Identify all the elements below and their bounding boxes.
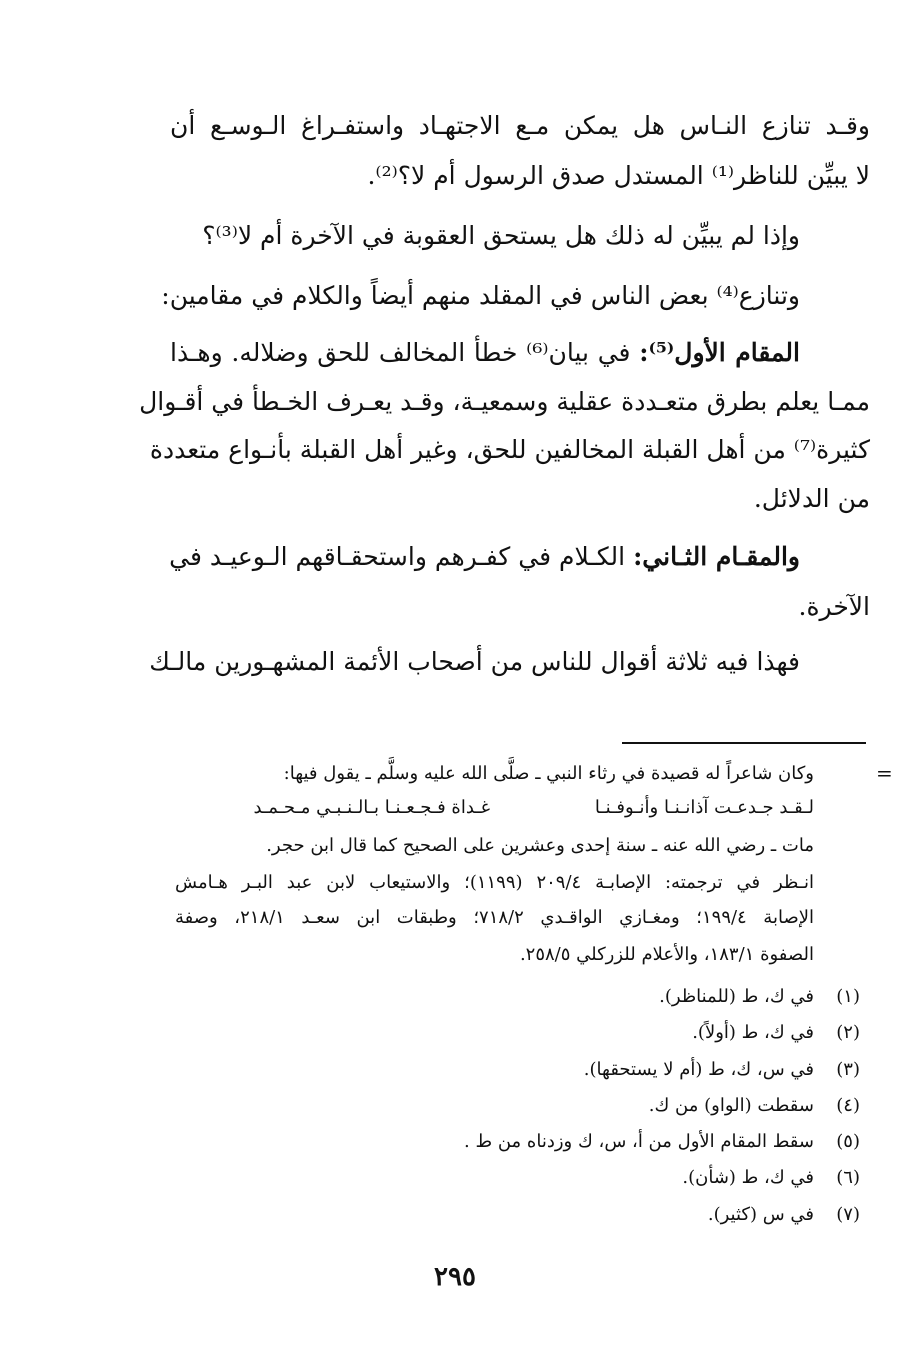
footnote-number: (٣) [836,1059,860,1080]
body-line: لا يبيِّن للناظر⁽¹⁾ المستدل صدق الرسول أم لا؟⁽²⁾. [367,161,870,190]
body-line-rest: الكـلام في كفـرهم واستحقـاقهم الـوعيـد في [169,542,634,571]
footnote-text: في ك، ط (شأن). [682,1167,814,1188]
footnote-line: مات ـ رضي الله عنه ـ سنة إحدى وعشرين على الصحيح كما قال ابن حجر. [266,835,814,856]
footnote-number: (٥) [836,1131,860,1152]
poem-hemistich-left: غـداة فـجـعـنـا بـالـنـبـي مـحـمـد [253,797,490,818]
footnote-text: في ك، ط (أولاً). [692,1022,814,1043]
footnote-number: (٤) [836,1095,860,1116]
continuation-mark: = [876,761,893,785]
footnote-number: (١) [836,986,860,1007]
footnote-line: وكان شاعراً له قصيدة في رثاء النبي ـ صلَّى الله عليه وسلَّم ـ يقول فيها: [283,763,814,784]
footnote-number: (٦) [836,1167,860,1188]
footnote-number: (٢) [836,1022,860,1043]
body-line-rest: في بيان⁽⁶⁾ خطأ المخالف للحق وضلاله. وهـذا [170,338,640,367]
footnote-text: في س (كثير). [707,1204,814,1225]
footnote-line: الصفوة ١٨٣/١، والأعلام للزركلي ٢٥٨/٥. [519,944,814,965]
footnote-text: في ك، ط (للمناظر). [659,986,814,1007]
body-line: وإذا لم يبيِّن له ذلك هل يستحق العقوبة في الآخرة أم لا⁽³⁾؟ [202,221,800,250]
footnote-separator [622,742,866,744]
body-line: من الدلائل. [753,484,870,513]
body-line [170,337,870,371]
body-line: كثيرة⁽⁷⁾ من أهل القبلة المخالفين للحق، وغير أهل القبلة بأنـواع متعددة [149,435,870,464]
body-line [170,541,870,575]
body-line: الآخرة. [798,592,870,621]
section-heading-second: والمقـام الثـاني: [633,542,800,571]
section-heading-first: المقام الأول⁽⁵⁾: [639,338,800,367]
footnote-text: سقطت (الواو) من ك. [648,1095,814,1116]
footnote-line: انـظر في ترجمته: الإصابـة ٢٠٩/٤ (١١٩٩)؛ والاستيعاب لابن عبد البـر هـامش [175,872,814,893]
body-line: فهذا فيه ثلاثة أقوال للناس من أصحاب الأئمة المشهـورين مالـك [149,647,800,676]
footnote-text: في س، ك، ط (أم لا يستحقها). [583,1059,814,1080]
body-line: ممـا يعلم بطرق متعـددة عقلية وسمعيـة، وقـد يعـرف الخـطأ في أقـوال [139,387,870,416]
footnote-text: سقط المقام الأول من أ، س، ك وزدناه من ط . [464,1131,814,1152]
page-number: ٢٩٥ [434,1262,476,1292]
footnote-number: (٧) [836,1204,860,1225]
footnote-line: الإصابة ١٩٩/٤؛ ومغـازي الواقـدي ٧١٨/٢؛ وطبقات ابن سعـد ٢١٨/١، وصفة [175,907,814,928]
body-line: وقـد تنازع النـاس هل يمكن مـع الاجتهـاد واستفـراغ الـوسـع أن [170,111,870,140]
poem-hemistich-right: لـقـد جـدعـت آذانـنـا وأنـوفـنـا [594,797,814,818]
body-line: وتنازع⁽⁴⁾ بعض الناس في المقلد منهم أيضاً والكلام في مقامين: [161,281,800,310]
